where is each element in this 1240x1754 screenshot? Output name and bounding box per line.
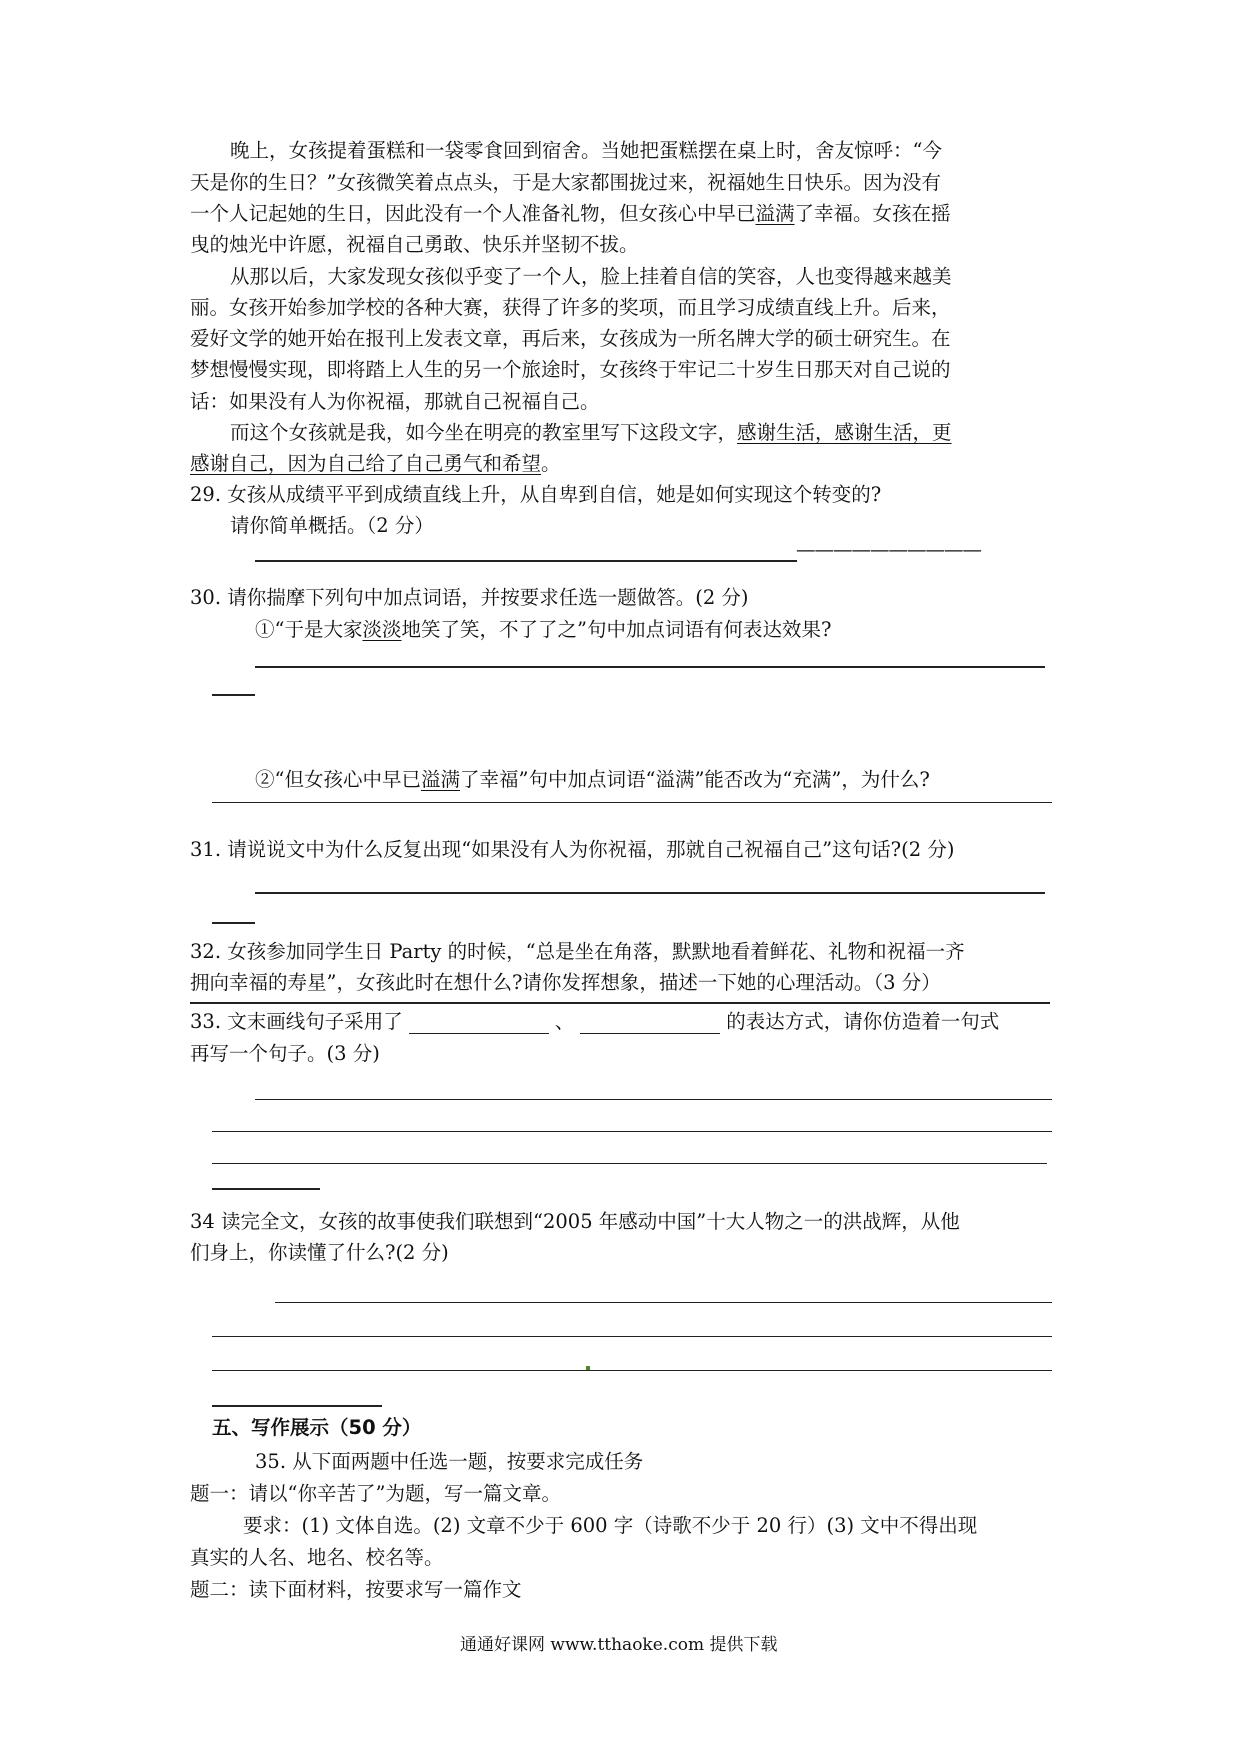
passage-p1-line2: 天是你的生日？”女孩微笑着点点头，于是大家都围拢过来，祝福她生日快乐。因为没有: [190, 171, 941, 194]
text-segment: 一个人记起她的生日，因此没有一个人准备礼物，但女孩心中早已: [190, 202, 756, 225]
topic-2: 题二：读下面材料，按要求写一篇作文: [190, 1578, 522, 1601]
page-footer: 通通好课网 www.tthaoke.com 提供下载: [460, 1635, 778, 1655]
answer-line[interactable]: [212, 1188, 320, 1190]
question-30-stem: 30. 请你揣摩下列句中加点词语，并按要求任选一题做答。(2 分): [190, 586, 749, 609]
text-segment: 地笑了笑，不了了之”句中加点词语有何表达效果?: [401, 618, 832, 641]
question-29-stem: 29. 女孩从成绩平平到成绩直线上升，从自卑到自信，她是如何实现这个转变的?: [190, 483, 882, 506]
text-segment: 、: [554, 1010, 575, 1033]
question-30-option-2: [255, 768, 930, 792]
answer-line[interactable]: [255, 560, 797, 562]
answer-line[interactable]: [212, 1336, 1052, 1337]
answer-line[interactable]: [212, 1405, 382, 1407]
passage-p3-line1: [230, 421, 952, 445]
passage-p3-line2: [190, 452, 561, 476]
answer-line[interactable]: [255, 666, 1045, 668]
section-heading: 五、写作展示（50 分）: [212, 1416, 422, 1439]
answer-line[interactable]: [212, 1163, 1047, 1164]
question-34-line1: 34 读完全文，女孩的故事使我们联想到“2005 年感动中国”十大人物之一的洪战辉，从他: [190, 1210, 960, 1233]
text-segment: ②“但女孩心中早已: [255, 768, 421, 791]
underlined-sentence: 感谢生活，感谢生活，更: [737, 421, 952, 444]
question-33-line1: [190, 1010, 999, 1034]
passage-p1-line1: 晚上，女孩提着蛋糕和一袋零食回到宿舍。当她把蛋糕摆在桌上时，舍友惊呼：“今: [230, 139, 942, 162]
fill-blank[interactable]: [409, 1013, 549, 1034]
passage-p2-line2: 丽。女孩开始参加学校的各种大赛，获得了许多的奖项，而且学习成绩直线上升。后来，: [190, 296, 951, 319]
question-30-option-1: [255, 618, 831, 642]
question-32-line1: 32. 女孩参加同学生日 Party 的时候，“总是坐在角落，默默地看着鲜花、礼物和祝福一齐: [190, 940, 965, 963]
question-34-line2: 们身上，你读懂了什么?(2 分): [190, 1241, 449, 1264]
answer-dashes: ——————————: [796, 538, 981, 561]
dotted-word: 淡淡: [362, 618, 402, 641]
answer-line[interactable]: [275, 1302, 1052, 1303]
question-32-line2: 拥向幸福的寿星”，女孩此时在想什么?请你发挥想象，描述一下她的心理活动。（3 分）: [190, 971, 941, 994]
dotted-word: 溢满: [420, 768, 460, 791]
requirements-line2: 真实的人名、地名、校名等。: [190, 1546, 444, 1569]
text-segment: ①“于是大家: [255, 618, 363, 641]
answer-line[interactable]: [212, 694, 255, 696]
question-29-instruction: 请你简单概括。（2 分）: [230, 514, 434, 537]
passage-p2-line3: 爱好文学的她开始在报刊上发表文章，再后来，女孩成为一所名牌大学的硕士研究生。在: [190, 327, 951, 350]
passage-p2-line5: 话：如果没有人为你祝福，那就自己祝福自己。: [190, 390, 600, 413]
topic-1: 题一：请以“你辛苦了”为题，写一篇文章。: [190, 1482, 561, 1505]
underlined-word: 溢满: [755, 202, 795, 225]
answer-line[interactable]: [212, 922, 255, 924]
text-segment: 33. 文末画线句子采用了: [190, 1010, 403, 1033]
question-35: 35. 从下面两题中任选一题，按要求完成任务: [255, 1450, 644, 1473]
text-segment: 了幸福。女孩在摇: [794, 202, 951, 225]
answer-line[interactable]: [212, 1131, 1052, 1132]
text-segment: 的表达方式，请你仿造着一句式: [726, 1010, 1000, 1033]
answer-line[interactable]: [212, 802, 1052, 803]
question-31-stem: 31. 请说说文中为什么反复出现“如果没有人为你祝福，那就自己祝福自己”这句话?(2 分): [190, 838, 955, 861]
underlined-sentence: 感谢自己，因为自己给了自己勇气和希望: [190, 452, 542, 475]
text-segment: 。: [541, 452, 561, 475]
answer-line[interactable]: [255, 1099, 1052, 1100]
requirements-line1: 要求：(1) 文体自选。(2) 文章不少于 600 字（诗歌不少于 20 行）(3) 文中不得出现: [243, 1514, 978, 1537]
passage-p2-line1: 从那以后，大家发现女孩似乎变了一个人，脸上挂着自信的笑容，人也变得越来越美: [230, 265, 952, 288]
answer-line[interactable]: [255, 892, 1045, 894]
fill-blank[interactable]: [580, 1013, 720, 1034]
speck-mark: [586, 1366, 590, 1370]
text-segment: 而这个女孩就是我，如今坐在明亮的教室里写下这段文字，: [230, 421, 738, 444]
answer-line[interactable]: [190, 1002, 1050, 1004]
question-33-line2: 再写一个句子。(3 分): [190, 1042, 380, 1065]
passage-p1-line3: [190, 202, 951, 226]
answer-line[interactable]: [212, 1370, 1052, 1371]
passage-p2-line4: 梦想慢慢实现，即将踏上人生的另一个旅途时，女孩终于牢记二十岁生日那天对自己说的: [190, 358, 951, 381]
passage-p1-line4: 曳的烛光中许愿，祝福自己勇敢、快乐并坚韧不拔。: [190, 233, 639, 256]
text-segment: 了幸福”句中加点词语“溢满”能否改为“充满”，为什么?: [460, 768, 930, 791]
